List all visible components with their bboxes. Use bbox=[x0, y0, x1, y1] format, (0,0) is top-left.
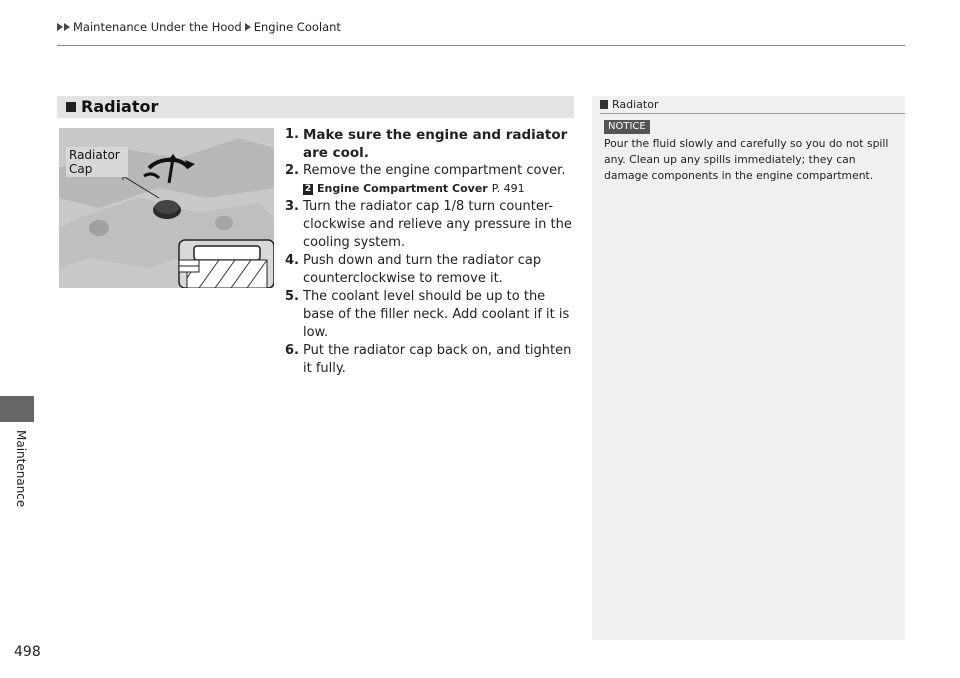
breadcrumb-arrow-icon bbox=[245, 23, 251, 31]
step-4 bbox=[285, 252, 577, 288]
step-6 bbox=[285, 342, 577, 378]
breadcrumb bbox=[57, 20, 341, 34]
xref-arrow-icon: 2 bbox=[304, 183, 312, 194]
step-number: 3. bbox=[285, 199, 299, 214]
step-number: 4. bbox=[285, 253, 299, 268]
breadcrumb-section-link[interactable]: Maintenance Under the Hood bbox=[73, 20, 242, 34]
radiator-cap-illustration bbox=[59, 128, 274, 288]
step-number: 2. bbox=[285, 163, 299, 178]
chapter-tab-label: Maintenance bbox=[14, 430, 28, 508]
breadcrumb-arrow-icon bbox=[64, 23, 70, 31]
section-title-text: Radiator bbox=[81, 97, 159, 116]
note-heading-text: Radiator bbox=[612, 98, 659, 111]
step-text: Remove the engine compartment cover. bbox=[303, 163, 566, 178]
section-square-icon bbox=[66, 102, 76, 112]
breadcrumb-page-link[interactable]: Engine Coolant bbox=[253, 20, 341, 34]
breadcrumb-arrow-icon bbox=[57, 23, 63, 31]
section-header bbox=[57, 96, 574, 118]
step-number: 6. bbox=[285, 343, 299, 358]
step-text: Turn the radiator cap 1/8 turn counter-clockwise and relieve any pressure in the cooling system. bbox=[303, 199, 572, 250]
note-marker-icon bbox=[600, 100, 608, 109]
step-5 bbox=[285, 288, 577, 342]
procedure-steps bbox=[285, 126, 577, 378]
notice-text: Pour the fluid slowly and carefully so you do not spill any. Clean up any spills immediately; they can damage components in the engine compartment. bbox=[604, 137, 889, 182]
step-number: 1. bbox=[285, 127, 299, 142]
notice-badge: NOTICE bbox=[604, 120, 650, 134]
step-3 bbox=[285, 198, 577, 252]
note-divider bbox=[600, 113, 905, 114]
step-text: Push down and turn the radiator cap counterclockwise to remove it. bbox=[303, 253, 542, 286]
header-divider bbox=[57, 45, 905, 46]
side-note-panel bbox=[592, 96, 905, 640]
note-heading bbox=[600, 98, 659, 111]
step-2 bbox=[285, 162, 577, 180]
cross-reference[interactable] bbox=[303, 180, 577, 198]
step-text: Put the radiator cap back on, and tighten it fully. bbox=[303, 343, 572, 376]
step-1 bbox=[285, 126, 577, 162]
radiator-cap-callout: Radiator Cap bbox=[66, 147, 128, 177]
step-text: Make sure the engine and radiator are cool. bbox=[303, 127, 568, 161]
xref-title[interactable]: Engine Compartment Cover bbox=[317, 182, 488, 195]
page-number: 498 bbox=[14, 644, 41, 660]
step-text: The coolant level should be up to the base of the filler neck. Add coolant if it is low. bbox=[303, 289, 570, 340]
chapter-tab[interactable] bbox=[0, 396, 34, 422]
xref-page[interactable]: P. 491 bbox=[491, 182, 525, 195]
section-title bbox=[66, 97, 158, 116]
step-number: 5. bbox=[285, 289, 299, 304]
